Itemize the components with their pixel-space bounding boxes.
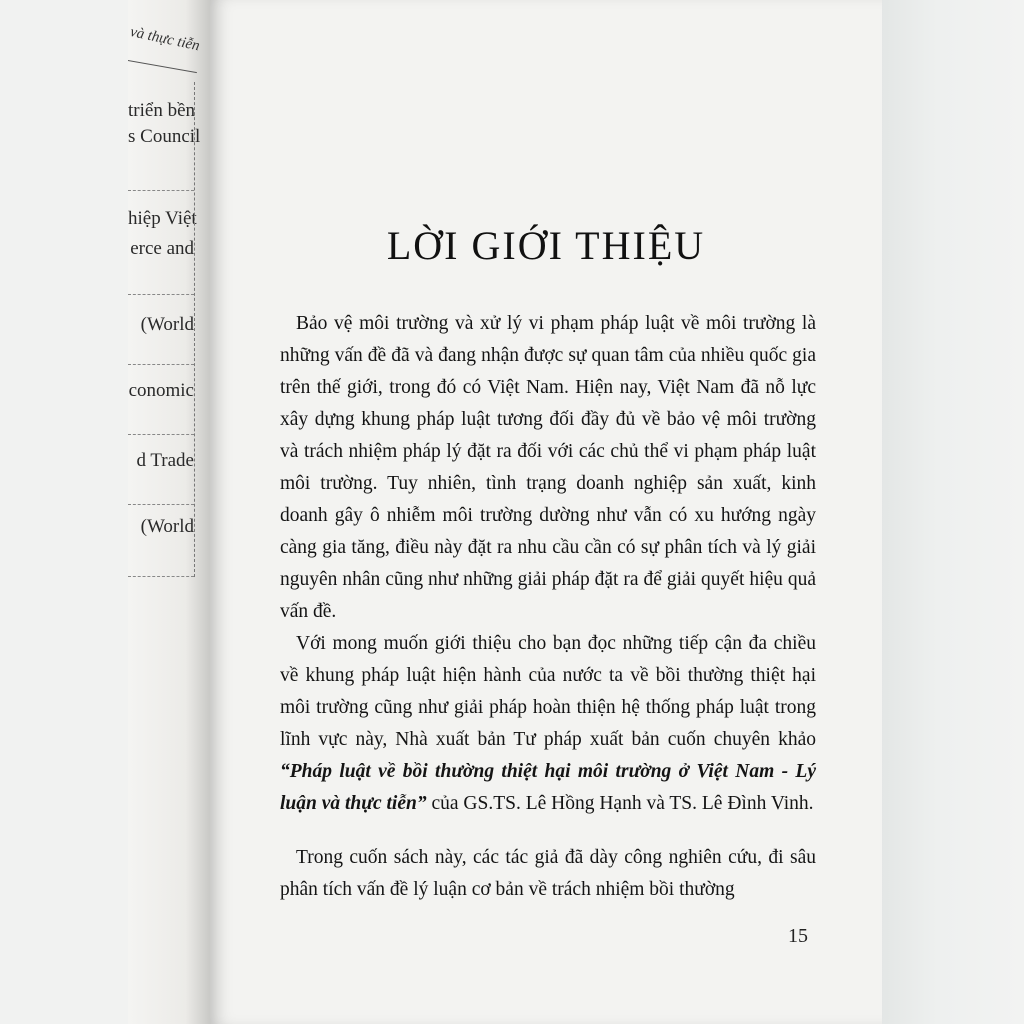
table-separator	[128, 190, 194, 191]
previous-page-row: d Trade	[136, 450, 194, 471]
previous-page-row: (World	[140, 516, 194, 537]
previous-page-row: hiệp Việt	[128, 208, 197, 229]
page-number: 15	[788, 925, 808, 947]
table-separator	[128, 576, 194, 577]
book-title: “Pháp luật về bồi thường thiệt hại môi trường ở Việt Nam - Lý luận và thực tiễn”	[280, 761, 816, 814]
paragraph-2	[280, 628, 816, 820]
paragraph-3: Trong cuốn sách này, các tác giả đã dày công nghiên cứu, đi sâu phân tích vấn đề lý luận cơ bản về trách nhiệm bồi thường	[280, 847, 816, 900]
paragraph-2-text-end: của GS.TS. Lê Hồng Hạnh và TS. Lê Đình Vinh.	[426, 793, 814, 814]
previous-page-row: erce and	[130, 238, 194, 259]
background-left	[0, 0, 130, 1024]
previous-page-header: và thực tiễn	[128, 24, 202, 55]
table-separator	[128, 504, 194, 505]
table-separator	[128, 434, 194, 435]
paragraph-2-text: Với mong muốn giới thiệu cho bạn đọc những tiếp cận đa chiều về khung pháp luật hiện hành của nước ta về bồi thường thiệt hại môi trường cũng như giải pháp hoàn thiện hệ thống pháp luật trong lĩnh vực này, Nhà xuất bản Tư pháp xuất bản cuốn chuyên khảo	[280, 633, 816, 750]
previous-page-header-rule	[128, 60, 197, 73]
table-separator	[128, 364, 194, 365]
book-page	[210, 0, 882, 1024]
previous-page-row: conomic	[128, 380, 194, 401]
previous-page-row: s Council	[128, 126, 201, 147]
table-border	[194, 82, 195, 577]
previous-page-row: triển bền	[128, 100, 196, 121]
previous-page-edge	[128, 0, 210, 1024]
table-separator	[128, 294, 194, 295]
paragraph-1: Bảo vệ môi trường và xử lý vi phạm pháp luật về môi trường là những vấn đề đã và đang nhận được sự quan tâm của nhiều quốc gia trên thế giới, trong đó có Việt Nam. Hiện nay, Việt Nam đã nỗ lực xây dựng khung pháp luật tương đối đầy đủ về bảo vệ môi trường và trách nhiệm pháp lý đặt ra đối với các chủ thể vi phạm pháp luật môi trường. Tuy nhiên, tình trạng doanh nghiệp sản xuất, kinh doanh gây ô nhiễm môi trường dường như vẫn có xu hướng ngày càng gia tăng, điều này đặt ra nhu cầu cần có sự phân tích và lý giải nguyên nhân cũng như những giải pháp đặt ra để giải quyết hiệu quả vấn đề.	[280, 313, 816, 622]
page-title: LỜI GIỚI THIỆU	[386, 223, 706, 268]
background-right	[880, 0, 1024, 1024]
previous-page-row: (World	[140, 314, 194, 335]
show-through-text	[260, 88, 820, 112]
